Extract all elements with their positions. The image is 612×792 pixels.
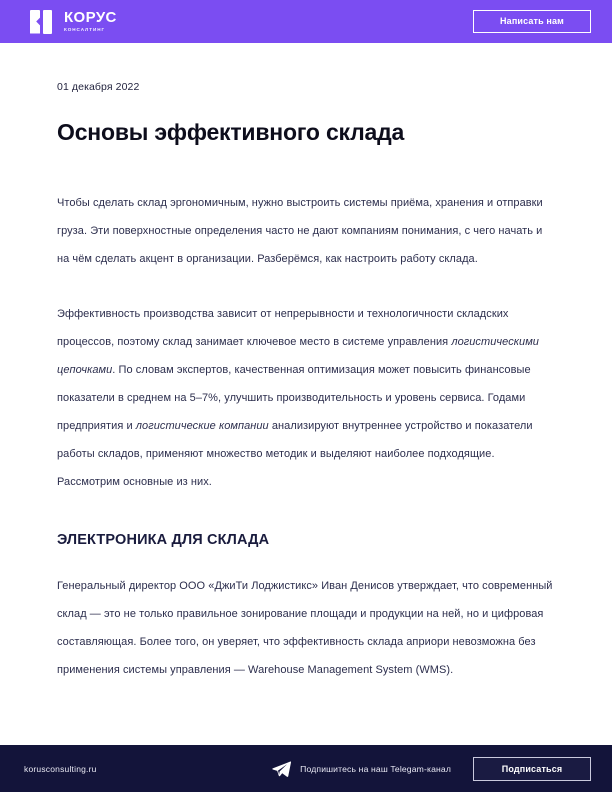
telegram-paper-plane-icon — [272, 761, 291, 777]
contact-us-button[interactable]: Написать нам — [473, 10, 591, 33]
subscribe-button[interactable]: Подписаться — [473, 757, 591, 781]
paragraph-efficiency-italic-2: логистические компании — [135, 419, 269, 432]
page-title: Основы эффективного склада — [57, 119, 405, 145]
brand-logo[interactable] — [30, 10, 117, 34]
brand-name: КОРУС — [64, 9, 117, 27]
site-footer — [0, 745, 612, 792]
korus-mark-icon — [30, 10, 57, 34]
brand-subtitle: КОНСАЛТИНГ — [64, 26, 106, 32]
section-heading-electronics: ЭЛЕКТРОНИКА ДЛЯ СКЛАДА — [57, 531, 270, 548]
paragraph-wms: Генеральный директор ООО «ДжиТи Лоджистикс» Иван Денисов утверждает, что современный склад — это не только правильное зонирование площади и продукции на ней, но и цифровая составляющая. Более того, он уверяет, что эффективность склада априори невозможна без применения системы управления — Warehouse Management System (WMS). — [57, 579, 553, 676]
article-body — [0, 81, 612, 684]
brand-wordmark — [64, 10, 117, 32]
paragraph-efficiency-part-a: Эффективность производства зависит от непрерывности и технологичности складских процессов, поэтому склад занимает ключевое место в системе управления — [57, 307, 509, 348]
paragraph-efficiency-part-b: . По словам экспертов, качественная оптимизация может повысить финансовые показатели в среднем на 5–7%, улучшить производительность и уровень сервиса. Годами предприятия и — [57, 363, 531, 432]
telegram-promo — [272, 761, 451, 777]
telegram-promo-text: Подпишитесь на наш Telegam-канал — [300, 763, 451, 774]
paragraph-efficiency-part-c: анализируют внутреннее устройство и показатели работы складов, применяют множество методик и выделяют наиболее подходящие. Рассмотрим основные из них. — [57, 419, 533, 488]
site-header — [0, 0, 612, 43]
paragraph-intro: Чтобы сделать склад эргономичным, нужно выстроить системы приёма, хранения и отправки груза. Эти поверхностные определения часто не дают компаниям понимания, с чего начать и на чём сделать акцент в организации. Разберёмся, как настроить работу склада. — [57, 196, 543, 265]
paragraph-efficiency-italic-1: логистическими цепочками — [57, 335, 539, 376]
paragraph-efficiency — [57, 300, 555, 496]
footer-website-link[interactable]: korusconsulting.ru — [24, 763, 97, 774]
publish-date: 01 декабря 2022 — [57, 81, 140, 93]
